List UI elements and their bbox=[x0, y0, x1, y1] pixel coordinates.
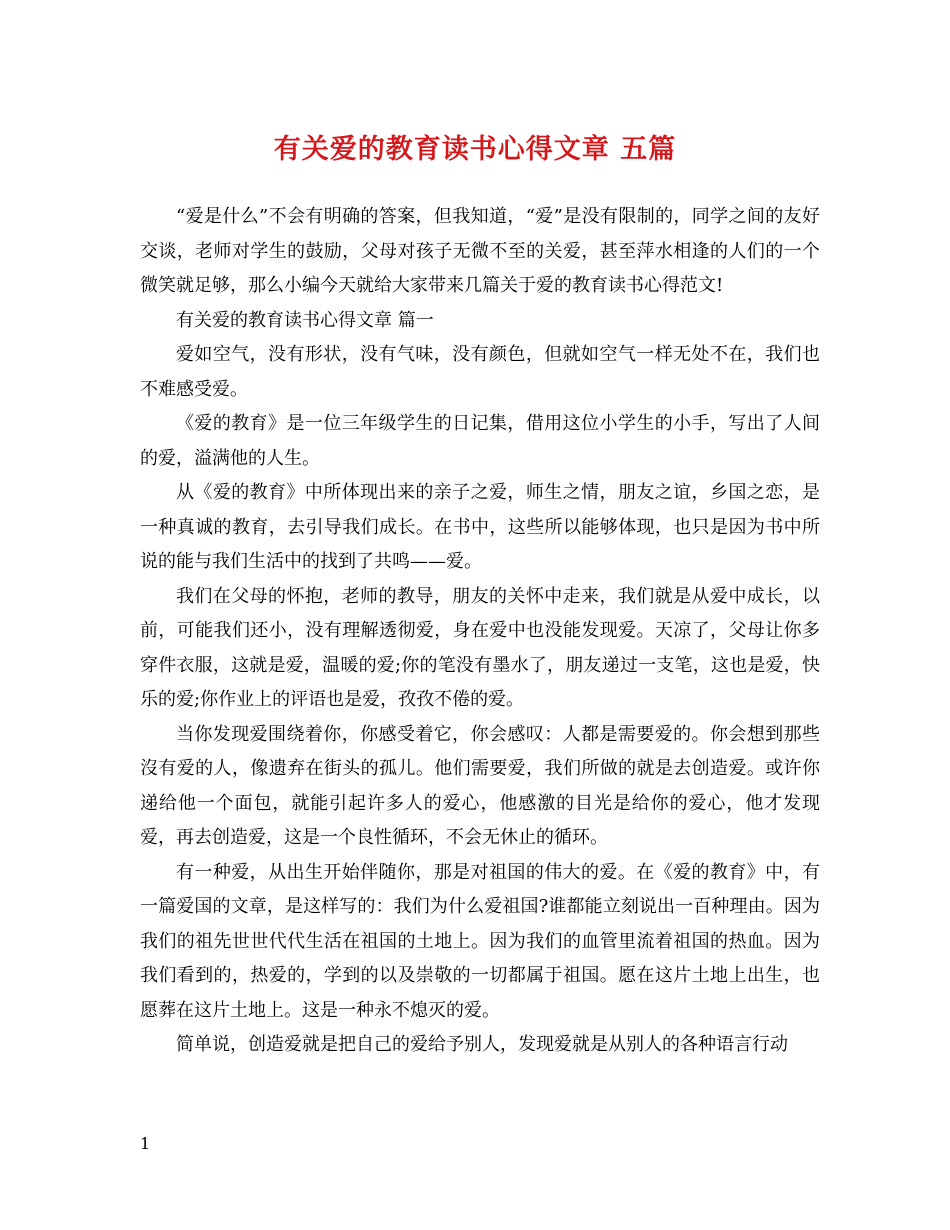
body-paragraph: 《爱的教育》是一位三年级学生的日记集，借用这位小学生的小手，写出了人间的爱，溢满他的人生。 bbox=[140, 413, 820, 469]
body-paragraph: 当你发现爱围绕着你，你感受着它，你会感叹：人都是需要爱的。你会想到那些沒有爱的人，像遗弃在街头的孤儿。他们需要爱，我们所做的就是去创造爱。或许你递给他一个面包，就能引起许多人的爱心，他感激的目光是给你的爱心，他才发现爱，再去创造爱，这是一个良性循环，不会无休止的循环。 bbox=[140, 723, 820, 848]
section-heading: 有关爱的教育读书心得文章 篇一 bbox=[176, 309, 434, 331]
document-title: 有关爱的教育读书心得文章 五篇 bbox=[273, 134, 677, 165]
body-paragraph: 有一种爱，从出生开始伴随你，那是对祖国的伟大的爱。在《爱的教育》中，有一篇爱国的文章，是这样写的：我们为什么爱祖国?谁都能立刻说出一百种理由。因为我们的祖先世世代代生活在祖国的土地上。因为我们的血管里流着祖国的热血。因为我们看到的，热爱的，学到的以及崇敬的一切都属于祖国。愿在这片土地上出生，也愿葬在这片土地上。这是一种永不熄灭的爱。 bbox=[140, 861, 820, 1021]
body-paragraph: 简单说，创造爱就是把自己的爱给予别人，发现爱就是从别人的各种语言行动 bbox=[176, 1034, 788, 1055]
page-number: 1 bbox=[140, 1134, 151, 1153]
body-paragraph: 从《爱的教育》中所体现出来的亲子之爱，师生之情，朋友之谊，乡国之恋，是一种真诚的教育，去引导我们成长。在书中，这些所以能够体现，也只是因为书中所说的能与我们生活中的找到了共鸣——爱。 bbox=[140, 482, 820, 572]
body-paragraph: 爱如空气，没有形状，没有气味，没有颜色，但就如空气一样无处不在，我们也不难感受爱。 bbox=[140, 344, 820, 400]
body-paragraph: 我们在父母的怀抱，老师的教导，朋友的关怀中走来，我们就是从爱中成长，以前，可能我们还小，没有理解透彻爱，身在爱中也没能发现爱。天凉了，父母让你多穿件衣服，这就是爱，温暖的爱;你的笔没有墨水了，朋友递过一支笔，这也是爱，快乐的爱;你作业上的评语也是爱，孜孜不倦的爱。 bbox=[140, 585, 820, 710]
intro-paragraph: “爱是什么”不会有明确的答案，但我知道，“爱”是没有限制的，同学之间的友好交谈，老师对学生的鼓励，父母对孩子无微不至的关爱，甚至萍水相逢的人们的一个微笑就足够，那么小编今天就给大家带来几篇关于爱的教育读书心得范文! bbox=[140, 206, 820, 296]
document-body bbox=[140, 200, 820, 1063]
